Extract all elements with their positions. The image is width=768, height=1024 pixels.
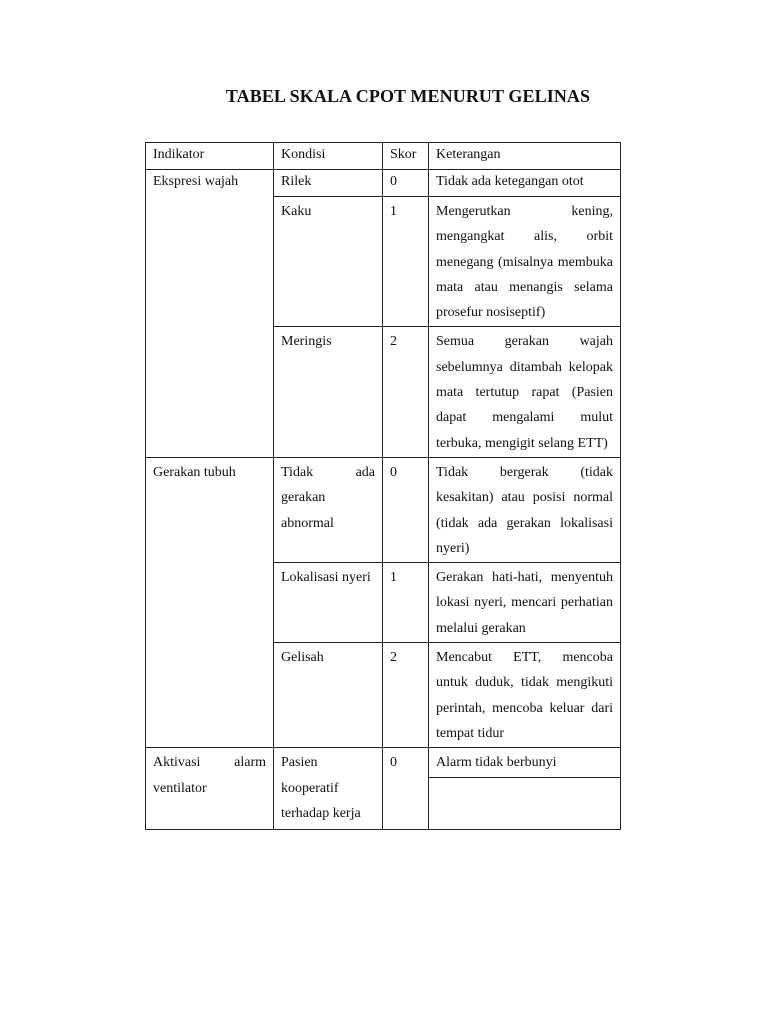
keterangan-text: Mencabut ETT, mencoba untuk duduk, tidak mengikuti perintah, mencoba keluar dari tempat tidur [436,650,613,741]
skor-cell: 0 [383,457,429,562]
cpot-table [145,142,621,830]
table-row [146,748,621,777]
indicator-ekspresi-wajah [146,170,274,458]
header-skor: Skor [383,143,429,170]
kondisi-cell: Kaku [274,197,383,327]
keterangan-cell: Alarm tidak berbunyi [429,748,621,777]
kondisi-text: Lokalisasi nyeri [281,570,371,586]
keterangan-cell [429,457,621,562]
kondisi-cell: Meringis [274,327,383,457]
kondisi-cell [274,563,383,643]
skor-cell: 0 [383,748,429,829]
indicator-label: Aktivasi alarm ventilator [153,755,266,796]
table-row [146,457,621,562]
page-title: TABEL SKALA CPOT MENURUT GELINAS [225,86,591,106]
skor-cell: 2 [383,643,429,748]
skor-cell: 1 [383,563,429,643]
kondisi-cell: Gelisah [274,643,383,748]
kondisi-text: Tidak ada gerakan abnormal [281,464,375,531]
table-row [146,170,621,197]
skor-cell: 1 [383,197,429,327]
empty-cell [429,777,621,829]
keterangan-text: Gerakan hati-hati, menyentuh lokasi nyeri, mencari perhatian melalui gerakan [436,570,613,636]
keterangan-cell [429,197,621,327]
skor-cell: 0 [383,170,429,197]
keterangan-text: Tidak bergerak (tidak kesakitan) atau posisi normal (tidak ada gerakan lokalisasi nyeri) [436,464,613,556]
keterangan-cell: Tidak ada ketegangan otot [429,170,621,197]
table-header-row [146,143,621,170]
indicator-aktivasi-alarm [146,748,274,829]
keterangan-cell [429,327,621,457]
keterangan-text: Mengerutkan kening, mengangkat alis, orbit menegang (misalnya membuka mata atau menangis selama prosefur nosiseptif) [436,204,613,321]
keterangan-cell [429,643,621,748]
indicator-gerakan-tubuh [146,457,274,747]
header-indikator: Indikator [146,143,274,170]
skor-cell: 2 [383,327,429,457]
keterangan-cell [429,563,621,643]
kondisi-text: Pasien kooperatif terhadap kerja [281,755,361,821]
header-keterangan: Keterangan [429,143,621,170]
kondisi-cell: Rilek [274,170,383,197]
indicator-label: Ekspresi wajah [153,174,239,189]
header-kondisi: Kondisi [274,143,383,170]
indicator-label: Gerakan tubuh [153,464,236,480]
kondisi-cell [274,748,383,829]
kondisi-cell [274,457,383,562]
keterangan-text: Semua gerakan wajah sebelumnya ditambah kelopak mata tertutup rapat (Pasien dapat mengalami mulut terbuka, mengigit selang ETT) [436,334,613,451]
